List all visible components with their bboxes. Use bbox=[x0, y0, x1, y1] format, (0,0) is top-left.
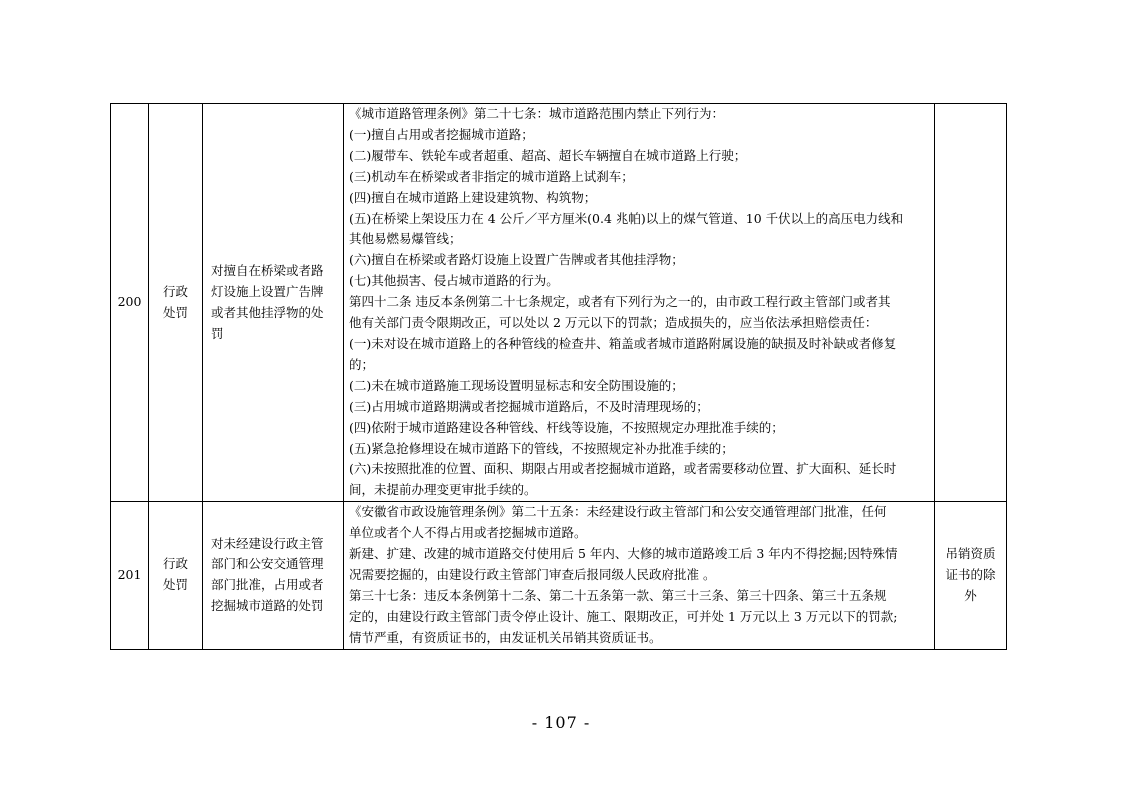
table-row bbox=[111, 104, 1007, 502]
item-legal-basis: 《城市道路管理条例》第二十七条：城市道路范围内禁止下列行为： (一)擅自占用或者挖掘城市道路； (二)履带车、铁轮车或者超重、超高、超长车辆擅自在城市道路上行驶； (三)机动车在桥梁或者非指定的城市道路上试刹车； (四)擅自在城市道路上建设建筑物、构筑物； (五)在桥梁上架设压力在 4 公斤／平方厘米(0.4 兆帕)以上的煤气管道、10 千伏以上的高压电力线和 其他易燃易爆管线； (六)擅自在桥梁或者路灯设施上设置广告牌或者其他挂浮物； (七)其他损害、侵占城市道路的行为。 第四十二条 违反本条例第二十七条规定，或者有下列行为之一的，由市政工程行政主管部门或者其 他有关部门责令限期改正，可以处以 2 万元以下的罚款；造成损失的，应当依法承担赔偿责任： (一)未对设在城市道路上的各种管线的检查井、箱盖或者城市道路附属设施的缺损及时补缺或者修复 的； (二)未在城市道路施工现场设置明显标志和安全防围设施的； (三)占用城市道路期满或者挖掘城市道路后，不及时清理现场的； (四)依附于城市道路建设各种管线、杆线等设施，不按照规定办理批准手续的； (五)紧急抢修埋设在城市道路下的管线，不按照规定补办批准手续的； (六)未按照批准的位置、面积、期限占用或者挖掘城市道路，或者需要移动位置、扩大面积、延长时 间，未提前办理变更审批手续的。 bbox=[344, 104, 935, 502]
item-note: 吊销资质 证书的除 外 bbox=[935, 502, 1007, 649]
item-category: 行政 处罚 bbox=[149, 104, 203, 502]
table-row bbox=[111, 502, 1007, 649]
item-legal-basis: 《安徽省市政设施管理条例》第二十五条：未经建设行政主管部门和公安交通管理部门批准，任何 单位或者个人不得占用或者挖掘城市道路。 新建、扩建、改建的城市道路交付使用后 5 年内、大修的城市道路竣工后 3 年内不得挖掘;因特殊情 况需要挖掘的，由建设行政主管部门审查后报同级人民政府批准 。 第三十七条：违反本条例第十二条、第二十五条第一款、第三十三条、第三十四条、第三十五条规 定的，由建设行政主管部门责令停止设计、施工、限期改正，可并处 1 万元以上 3 万元以下的罚款; 情节严重，有资质证书的，由发证机关吊销其资质证书。 bbox=[344, 502, 935, 649]
table-body bbox=[111, 104, 1007, 650]
regulation-table bbox=[110, 103, 1007, 650]
item-number: 200 bbox=[111, 104, 149, 502]
page-number: - 107 - bbox=[531, 713, 591, 732]
item-name: 对未经建设行政主管 部门和公安交通管理 部门批准，占用或者 挖掘城市道路的处罚 bbox=[203, 502, 344, 649]
item-note bbox=[935, 104, 1007, 502]
item-category: 行政 处罚 bbox=[149, 502, 203, 649]
item-number: 201 bbox=[111, 502, 149, 649]
item-name: 对擅自在桥梁或者路 灯设施上设置广告牌 或者其他挂浮物的处 罚 bbox=[203, 104, 344, 502]
